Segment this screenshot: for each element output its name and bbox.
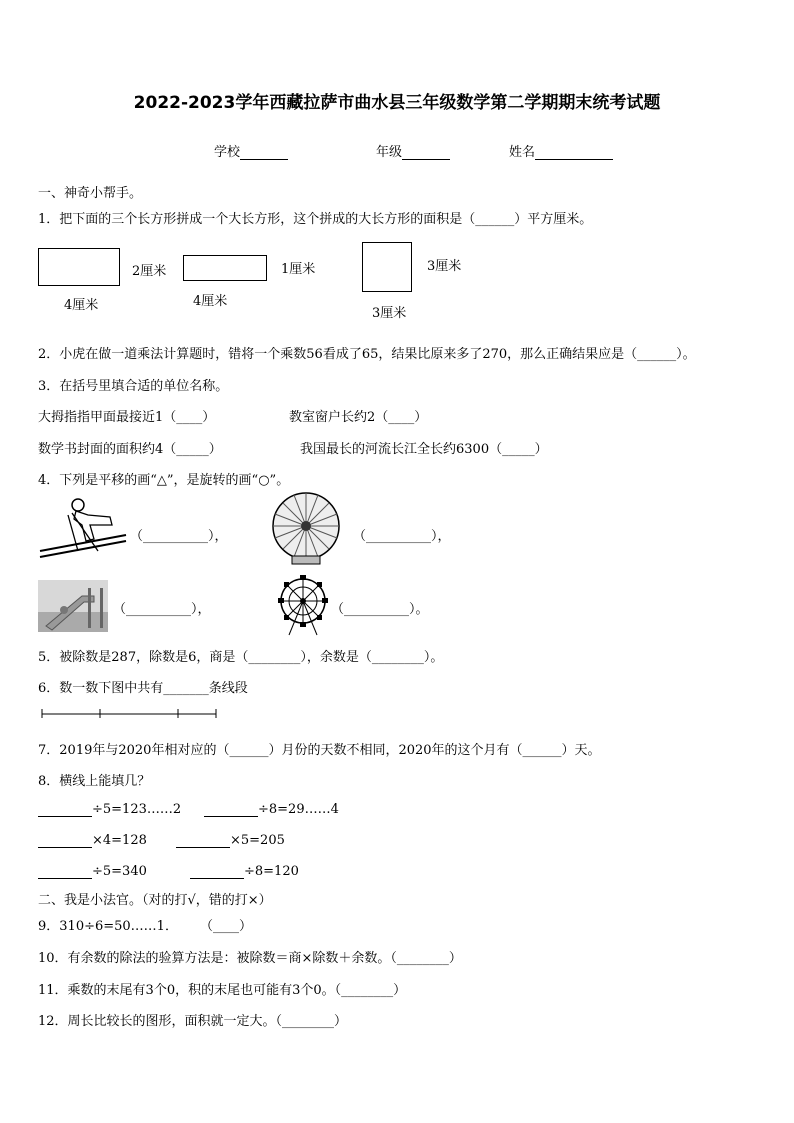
section-2-heading: 二、我是小法官。（对的打√，错的打×） xyxy=(38,893,272,908)
q8-blank[interactable] xyxy=(190,864,244,879)
q8-blank[interactable] xyxy=(38,864,92,879)
q4-answer-a[interactable]: （__________）， xyxy=(130,529,228,544)
q8-row1-a: ÷5=123……2 xyxy=(38,802,181,817)
square-3 xyxy=(362,242,412,292)
question-9-blank[interactable]: （____） xyxy=(200,919,253,934)
q4-answer-c[interactable]: （__________）， xyxy=(113,602,211,617)
line-segment-figure xyxy=(40,706,220,720)
school-label: 学校 xyxy=(214,145,241,160)
ferris-wheel-image xyxy=(275,575,331,637)
rectangle-1-height: 2厘米 xyxy=(132,264,167,279)
question-8: 8．横线上能填几？ xyxy=(38,774,151,789)
skier-image xyxy=(38,495,128,560)
question-1: 1．把下面的三个长方形拼成一个大长方形，这个拼成的大长方形的面积是（______）平方厘米。 xyxy=(38,212,593,227)
grade-label: 年级 xyxy=(376,145,403,160)
question-10: 10．有余数的除法的验算方法是：被除数＝商×除数＋余数。（________） xyxy=(38,951,462,966)
rectangle-2-width: 4厘米 xyxy=(193,294,228,309)
question-3: 3．在括号里填合适的单位名称。 xyxy=(38,379,229,394)
question-3d: 我国最长的河流长江全长约6300（_____） xyxy=(300,442,548,457)
section-1-heading: 一、神奇小帮手。 xyxy=(38,186,143,201)
page-title: 2022-2023学年西藏拉萨市曲水县三年级数学第二学期期末统考试题 xyxy=(133,93,661,113)
q8-blank[interactable] xyxy=(38,833,92,848)
question-2: 2．小虎在做一道乘法计算题时，错将一个乘数56看成了65，结果比原来多了270，那么正确结果应是（______）。 xyxy=(38,347,696,362)
school-field xyxy=(214,141,288,160)
grade-blank[interactable] xyxy=(402,145,450,160)
grade-field xyxy=(376,141,450,160)
q4-answer-b[interactable]: （__________）， xyxy=(353,529,451,544)
question-9: 9．310÷6=50……1． xyxy=(38,919,178,934)
q8-row3-a: ÷5=340 xyxy=(38,864,147,879)
rectangle-1 xyxy=(38,248,120,286)
q4-answer-d[interactable]: （__________）。 xyxy=(331,602,429,617)
q8-row2-b: ×5=205 xyxy=(176,833,285,848)
name-field xyxy=(509,141,613,160)
wheel-image xyxy=(268,490,344,566)
question-4: 4．下列是平移的画“△”，是旋转的画“○”。 xyxy=(38,473,290,488)
square-3-side-bottom: 3厘米 xyxy=(372,306,407,321)
name-label: 姓名 xyxy=(509,145,536,160)
name-blank[interactable] xyxy=(535,145,613,160)
question-3b: 教室窗户长约2（____） xyxy=(289,410,428,425)
question-3a: 大拇指指甲面最接近1（____） xyxy=(38,410,216,425)
school-blank[interactable] xyxy=(240,145,288,160)
slide-image xyxy=(38,580,108,632)
q8-blank[interactable] xyxy=(38,802,92,817)
question-12: 12．周长比较长的图形，面积就一定大。（________） xyxy=(38,1014,348,1029)
q8-blank[interactable] xyxy=(204,802,258,817)
question-7: 7．2019年与2020年相对应的（______）月份的天数不相同，2020年的这个月有（______）天。 xyxy=(38,743,601,758)
q8-row2-a: ×4=128 xyxy=(38,833,147,848)
question-6: 6．数一数下图中共有_______条线段 xyxy=(38,681,248,696)
question-3c: 数学书封面的面积约4（_____） xyxy=(38,442,222,457)
question-5: 5．被除数是287，除数是6，商是（________），余数是（________）。 xyxy=(38,650,444,665)
q8-row1-b: ÷8=29……4 xyxy=(204,802,339,817)
rectangle-2-height: 1厘米 xyxy=(281,262,316,277)
q8-row3-b: ÷8=120 xyxy=(190,864,299,879)
q8-blank[interactable] xyxy=(176,833,230,848)
rectangle-1-width: 4厘米 xyxy=(64,298,99,313)
question-11: 11．乘数的末尾有3个0，积的末尾也可能有3个0。（________） xyxy=(38,983,407,998)
rectangle-2 xyxy=(183,255,267,281)
square-3-side-right: 3厘米 xyxy=(427,259,462,274)
